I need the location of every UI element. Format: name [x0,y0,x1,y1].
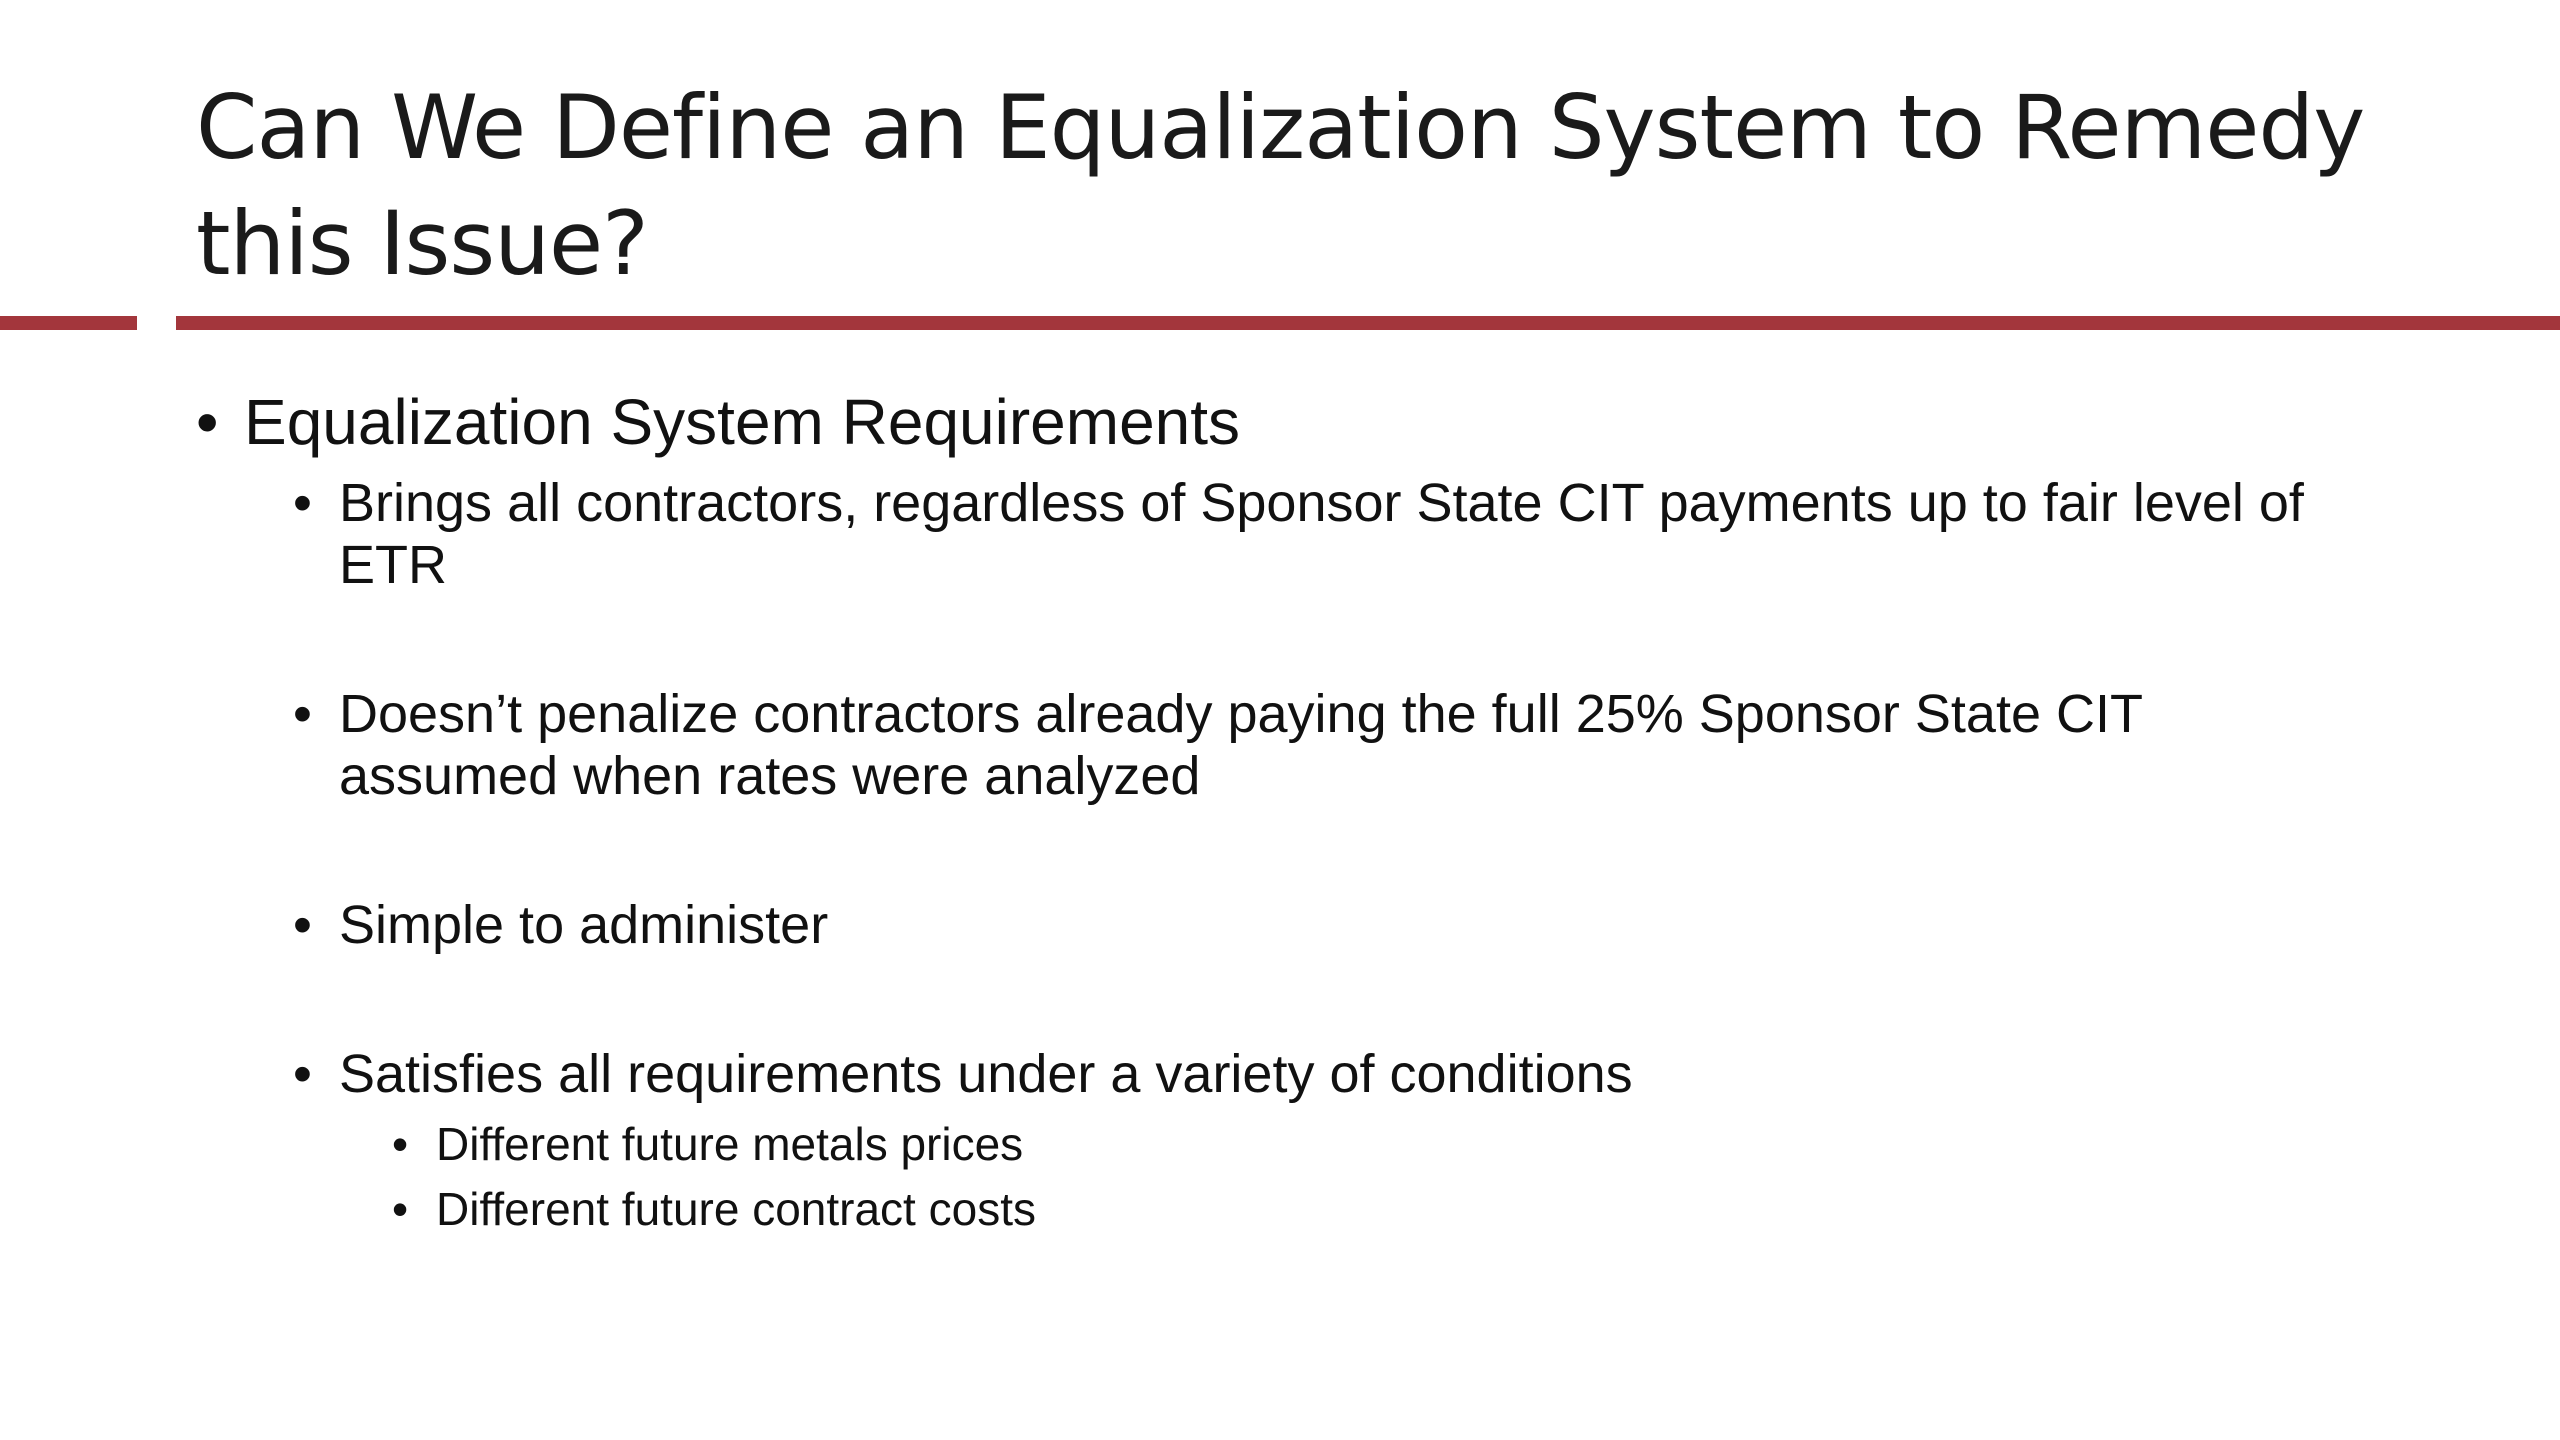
bullet-text: Doesn’t penalize contractors already paying the full 25% Sponsor State CIT assumed when rates were analyzed [339,684,2143,806]
bullet-satisfies-all-requirements [293,1043,2319,1105]
bullet-simple-to-administer [293,894,2319,956]
bullet-different-metals-prices [392,1113,2236,1175]
bullet-dot-icon: • [196,386,219,458]
slide-title: Can We Define an Equalization System to Remedy this Issue? [196,76,2365,295]
bullet-brings-all-contractors [293,472,2319,596]
bullet-text: Satisfies all requirements under a variety of conditions [339,1044,1633,1104]
bullet-dot-icon: • [293,895,312,955]
bullet-equalization-requirements [196,382,2444,462]
bullet-dot-icon: • [293,684,312,744]
bullet-text: Equalization System Requirements [244,386,1241,458]
bullet-text: Different future contract costs [436,1183,1036,1235]
bullet-dot-icon: • [293,473,312,533]
bullet-dot-icon: • [392,1118,409,1170]
bullet-dot-icon: • [293,1044,312,1104]
bullet-different-contract-costs [392,1178,2236,1240]
bullet-text: Different future metals prices [436,1118,1024,1170]
bullet-text: Simple to administer [339,895,829,955]
bullet-text: Brings all contractors, regardless of Sponsor State CIT payments up to fair level of ETR [339,473,2304,595]
bullet-dot-icon: • [392,1183,409,1235]
bullet-does-not-penalize [293,683,2319,807]
